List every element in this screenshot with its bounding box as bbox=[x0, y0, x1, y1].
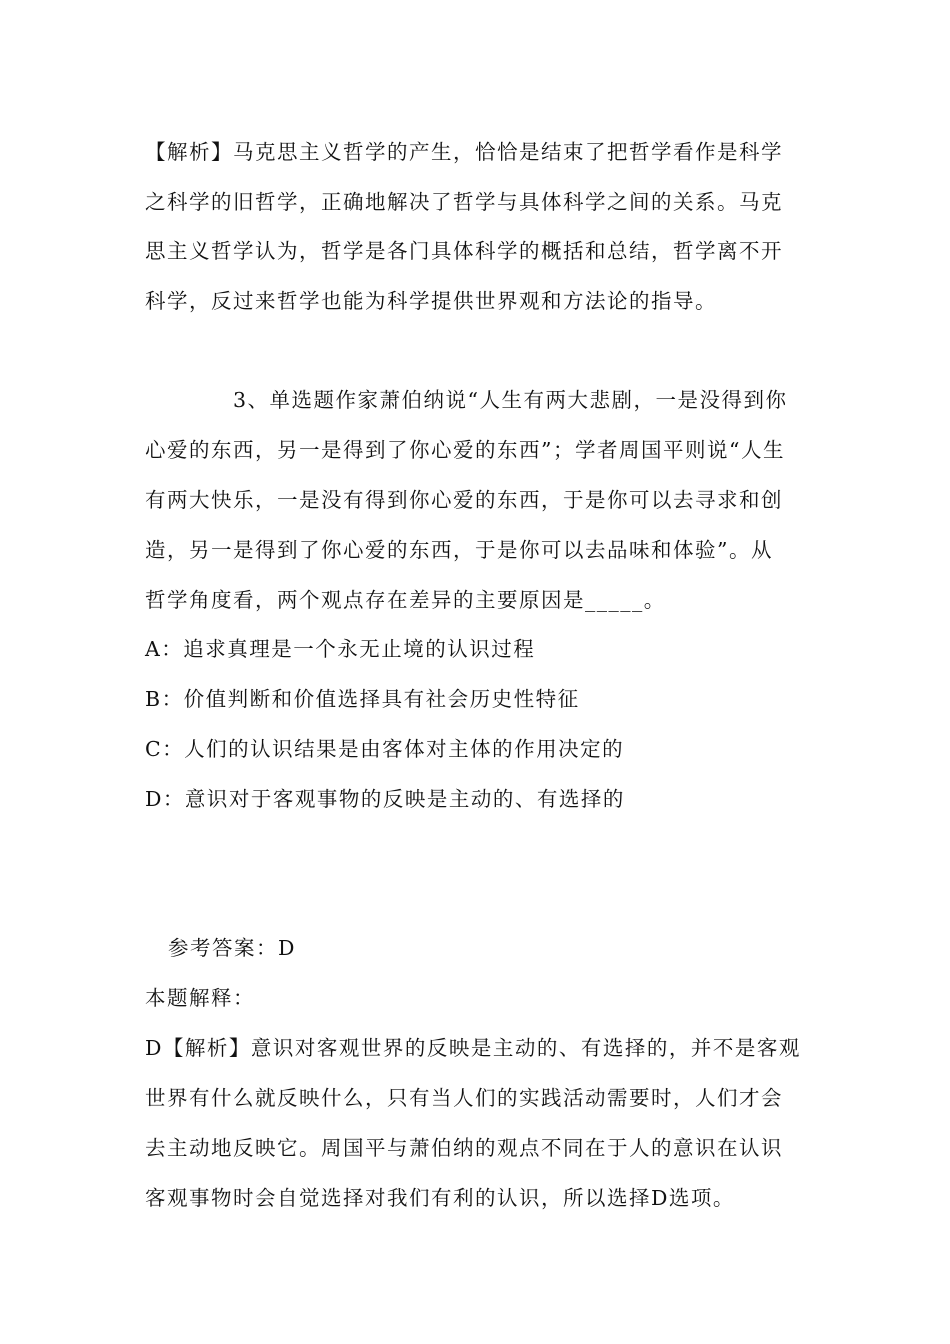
question-stem-line: 3、单选题作家萧伯纳说“人生有两大悲剧，一是没得到你 bbox=[233, 388, 788, 412]
answer-explanation-line: D【解析】意识对客观世界的反映是主动的、有选择的，并不是客观 bbox=[145, 1036, 801, 1060]
question-stem-line: 有两大快乐，一是没有得到你心爱的东西，于是你可以去寻求和创 bbox=[145, 488, 783, 512]
question-stem-line: 造，另一是得到了你心爱的东西，于是你可以去品味和体验”。从 bbox=[145, 538, 773, 562]
option-d: D：意识对于客观事物的反映是主动的、有选择的 bbox=[145, 787, 625, 811]
explanation-line: 科学，反过来哲学也能为科学提供世界观和方法论的指导。 bbox=[145, 289, 717, 313]
option-b: B：价值判断和价值选择具有社会历史性特征 bbox=[145, 687, 580, 711]
explanation-title: 本题解释： bbox=[145, 986, 255, 1010]
option-c: C：人们的认识结果是由客体对主体的作用决定的 bbox=[145, 737, 625, 761]
explanation-line: 之科学的旧哲学，正确地解决了哲学与具体科学之间的关系。马克 bbox=[145, 190, 783, 214]
explanation-line: 思主义哲学认为，哲学是各门具体科学的概括和总结，哲学离不开 bbox=[145, 239, 783, 263]
option-a: A：追求真理是一个永无止境的认识过程 bbox=[145, 637, 536, 661]
question-stem-line: 哲学角度看，两个观点存在差异的主要原因是_____。 bbox=[145, 588, 666, 612]
answer-explanation-line: 去主动地反映它。周国平与萧伯纳的观点不同在于人的意识在认识 bbox=[145, 1136, 783, 1160]
answer-explanation-line: 世界有什么就反映什么，只有当人们的实践活动需要时，人们才会 bbox=[145, 1086, 783, 1110]
reference-answer: 参考答案：D bbox=[168, 936, 296, 960]
question-stem-line: 心爱的东西，另一是得到了你心爱的东西”；学者周国平则说“人生 bbox=[145, 438, 785, 462]
answer-explanation-line: 客观事物时会自觉选择对我们有利的认识，所以选择D选项。 bbox=[145, 1186, 735, 1210]
explanation-line: 【解析】马克思主义哲学的产生，恰恰是结束了把哲学看作是科学 bbox=[145, 140, 783, 164]
